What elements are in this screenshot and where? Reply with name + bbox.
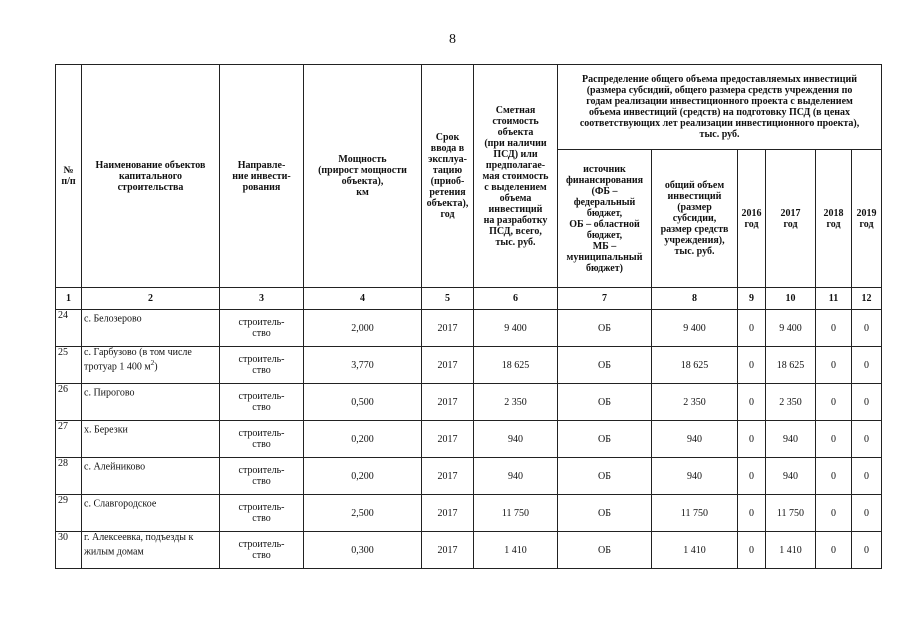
header-total: общий объем инвестиций (размер субсидии, размер средств учреждения), тыс. руб. [652,150,738,288]
table-row [56,310,882,347]
row-direction: строитель- ство [220,532,304,569]
table-row [56,347,882,384]
column-number: 2 [82,288,220,310]
row-2016: 0 [738,532,766,569]
column-number: 8 [652,288,738,310]
row-2018: 0 [816,310,852,347]
row-direction: строитель- ство [220,458,304,495]
row-name: с. Белозерово [82,310,220,347]
header-term: Срок ввода в эксплуа- тацию (приоб- ретения объекта), год [422,65,474,288]
header-2017: 2017 год [766,150,816,288]
header-num: № п/п [56,65,82,288]
row-num: 24 [56,310,82,347]
column-number: 9 [738,288,766,310]
row-num: 29 [56,495,82,532]
row-total: 18 625 [652,347,738,384]
row-direction: строитель- ство [220,310,304,347]
row-source: ОБ [558,421,652,458]
row-estimate: 11 750 [474,495,558,532]
row-num: 25 [56,347,82,384]
row-2017: 18 625 [766,347,816,384]
row-2019: 0 [852,532,882,569]
header-direction: Направле- ние инвести- рования [220,65,304,288]
row-num: 27 [56,421,82,458]
row-name: с. Гарбузово (в том числе тротуар 1 400 $м^2$) [82,347,220,384]
row-2017: 940 [766,421,816,458]
table-header-row [56,65,882,150]
row-total: 9 400 [652,310,738,347]
row-capacity: 0,500 [304,384,422,421]
column-number: 5 [422,288,474,310]
row-estimate: 940 [474,421,558,458]
row-estimate: 2 350 [474,384,558,421]
row-capacity: 3,770 [304,347,422,384]
row-capacity: 0,200 [304,421,422,458]
row-estimate: 1 410 [474,532,558,569]
row-source: ОБ [558,310,652,347]
row-source: ОБ [558,532,652,569]
row-2017: 2 350 [766,384,816,421]
row-estimate: 18 625 [474,347,558,384]
header-2016: 2016 год [738,150,766,288]
column-number: 12 [852,288,882,310]
row-capacity: 2,500 [304,495,422,532]
header-source: источник финансирования (ФБ – федеральный бюджет, ОБ – областной бюджет, МБ – муниципальный бюджет) [558,150,652,288]
row-2017: 1 410 [766,532,816,569]
row-2018: 0 [816,421,852,458]
table-row [56,421,882,458]
column-number: 11 [816,288,852,310]
row-source: ОБ [558,458,652,495]
header-2018: 2018 год [816,150,852,288]
row-estimate: 9 400 [474,310,558,347]
header-capacity: Мощность (прирост мощности объекта), км [304,65,422,288]
row-2018: 0 [816,347,852,384]
row-2019: 0 [852,458,882,495]
row-year: 2017 [422,421,474,458]
header-name: Наименование объектов капитального строительства [82,65,220,288]
row-capacity: 0,200 [304,458,422,495]
header-2019: 2019 год [852,150,882,288]
column-number: 1 [56,288,82,310]
row-2019: 0 [852,495,882,532]
row-year: 2017 [422,532,474,569]
row-2018: 0 [816,384,852,421]
row-total: 2 350 [652,384,738,421]
table-row [56,384,882,421]
row-year: 2017 [422,458,474,495]
row-2018: 0 [816,495,852,532]
row-2016: 0 [738,310,766,347]
row-source: ОБ [558,384,652,421]
row-direction: строитель- ство [220,495,304,532]
table-row [56,532,882,569]
row-name: г. Алексеевка, подъезды к жилым домам [82,532,220,569]
row-year: 2017 [422,310,474,347]
column-number: 4 [304,288,422,310]
column-number: 6 [474,288,558,310]
row-2018: 0 [816,458,852,495]
row-2017: 11 750 [766,495,816,532]
row-capacity: 0,300 [304,532,422,569]
row-num: 30 [56,532,82,569]
row-2018: 0 [816,532,852,569]
row-capacity: 2,000 [304,310,422,347]
table-row [56,495,882,532]
header-distribution: Распределение общего объема предоставляемых инвестиций (размера субсидий, общего размера средств учреждения по годам реализации инвестиционного проекта с выделением объема инвестиций (средств) на подготовку ПСД (в ценах соответствующих лет реализации инвестиционного проекта), тыс. руб. [558,65,882,150]
row-estimate: 940 [474,458,558,495]
investment-table [55,64,882,569]
row-2017: 9 400 [766,310,816,347]
row-total: 11 750 [652,495,738,532]
header-estimate: Сметная стоимость объекта (при наличии ПСД) или предполагае- мая стоимость с выделением объема инвестиций на разработку ПСД, всего, тыс. руб. [474,65,558,288]
row-total: 940 [652,421,738,458]
row-2019: 0 [852,421,882,458]
row-direction: строитель- ство [220,384,304,421]
row-source: ОБ [558,347,652,384]
row-num: 26 [56,384,82,421]
row-2016: 0 [738,384,766,421]
row-name: с. Пирогово [82,384,220,421]
table-row [56,458,882,495]
row-year: 2017 [422,495,474,532]
column-number: 7 [558,288,652,310]
row-2016: 0 [738,421,766,458]
row-2016: 0 [738,347,766,384]
row-num: 28 [56,458,82,495]
row-year: 2017 [422,347,474,384]
row-direction: строитель- ство [220,421,304,458]
row-total: 940 [652,458,738,495]
row-2016: 0 [738,458,766,495]
row-year: 2017 [422,384,474,421]
row-total: 1 410 [652,532,738,569]
row-name: х. Березки [82,421,220,458]
row-2019: 0 [852,310,882,347]
row-2019: 0 [852,384,882,421]
row-2016: 0 [738,495,766,532]
row-name: с. Славгородское [82,495,220,532]
row-2019: 0 [852,347,882,384]
row-name: с. Алейниково [82,458,220,495]
column-numbers-row [56,288,882,310]
column-number: 10 [766,288,816,310]
row-2017: 940 [766,458,816,495]
page-number: 8 [449,32,456,47]
row-source: ОБ [558,495,652,532]
row-direction: строитель- ство [220,347,304,384]
column-number: 3 [220,288,304,310]
